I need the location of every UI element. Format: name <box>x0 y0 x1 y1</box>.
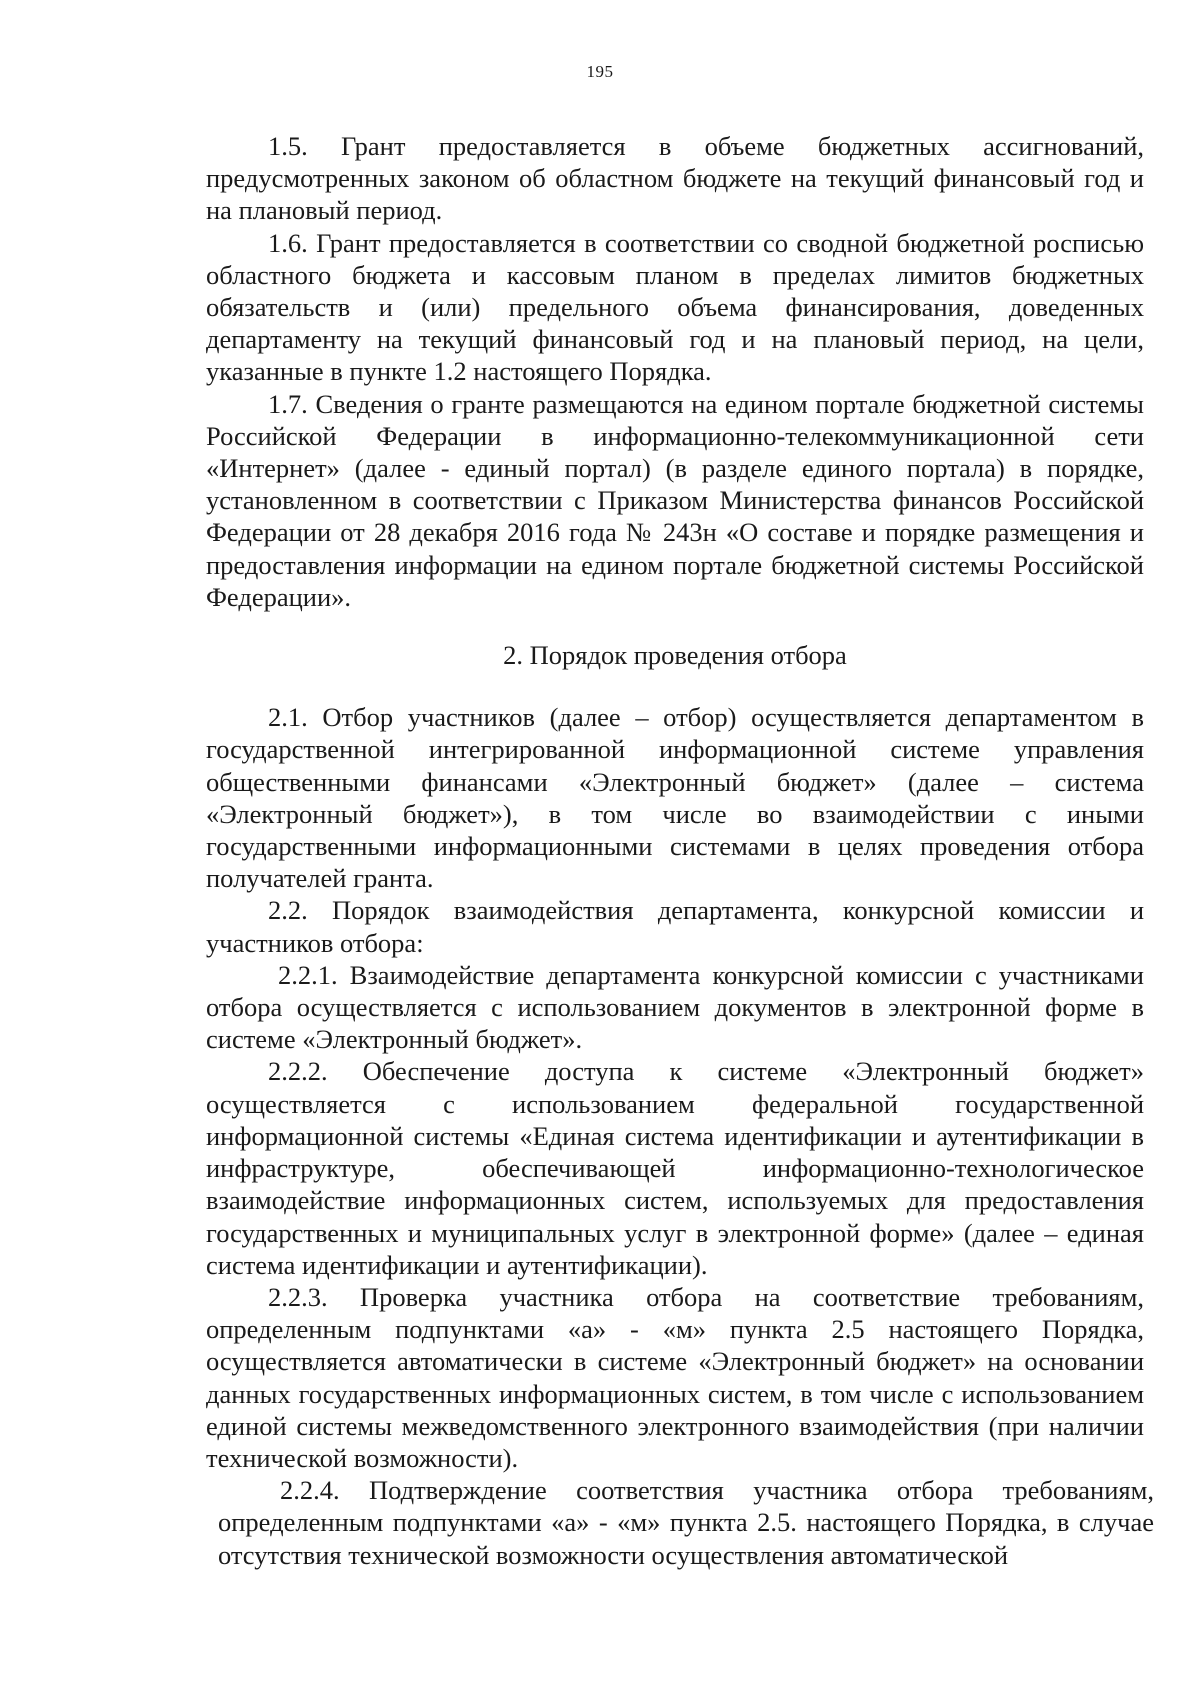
paragraph-2-2-1: 2.2.1. Взаимодействие департамента конкурсной комиссии с участниками отбора осуществляется с использованием документов в электронной форме в системе «Электронный бюджет». <box>206 959 1144 1055</box>
paragraph-1-5: 1.5. Грант предоставляется в объеме бюджетных ассигнований, предусмотренных законом об областном бюджете на текущий финансовый год и на плановый период. <box>206 131 1144 226</box>
paragraph-2-2-4: 2.2.4. Подтверждение соответствия участника отбора требованиям, определенным подпунктами «а» - «м» пункта 2.5. настоящего Порядка, в случае отсутствия технической возможности осуществления автоматической <box>218 1475 1154 1570</box>
paragraph-1-6: 1.6. Грант предоставляется в соответствии со сводной бюджетной росписью областного бюджета и кассовым планом в пределах лимитов бюджетных обязательств и (или) предельного объема финансирования, доведенных департаменту на текущий финансовый год и на плановый период, на цели, указанные в пункте 1.2 настоящего Порядка. <box>206 227 1144 387</box>
document-body <box>206 130 1154 1571</box>
paragraph-2-2-2: 2.2.2. Обеспечение доступа к системе «Электронный бюджет» осуществляется с использованием федеральной государственной информационной системы «Единая система идентификации и аутентификации в инфраструктуре, обеспечивающей информационно-технологическое взаимодействие информационных систем, используемых для предоставления государственных и муниципальных услуг в электронной форме» (далее – единая система идентификации и аутентификации). <box>206 1056 1144 1280</box>
paragraph-2-2-3: 2.2.3. Проверка участника отбора на соответствие требованиям, определенным подпунктами «а» - «м» пункта 2.5 настоящего Порядка, осуществляется автоматически в системе «Электронный бюджет» на основании данных государственных информационных систем, в том числе с использованием единой системы межведомственного электронного взаимодействия (при наличии технической возможности). <box>206 1281 1144 1473</box>
paragraph-2-1: 2.1. Отбор участников (далее – отбор) осуществляется департаментом в государственной интегрированной информационной системе управления общественными финансами «Электронный бюджет» (далее – система «Электронный бюджет»), в том числе во взаимодействии с иными государственными информационными системами в целях проведения отбора получателей гранта. <box>206 702 1144 894</box>
paragraph-2-2: 2.2. Порядок взаимодействия департамента, конкурсной комиссии и участников отбора: <box>206 895 1144 958</box>
page-number: 195 <box>586 62 614 81</box>
section-heading: 2. Порядок проведения отбора <box>503 640 847 671</box>
paragraph-1-7: 1.7. Сведения о гранте размещаются на едином портале бюджетной системы Российской Федерации в информационно-телекоммуникационной сети «Интернет» (далее - единый портал) (в разделе единого портала) в порядке, установленном в соответствии с Приказом Министерства финансов Российской Федерации от 28 декабря 2016 года № 243н «О составе и порядке размещения и предоставления информации на едином портале бюджетной системы Российской Федерации». <box>206 388 1144 612</box>
